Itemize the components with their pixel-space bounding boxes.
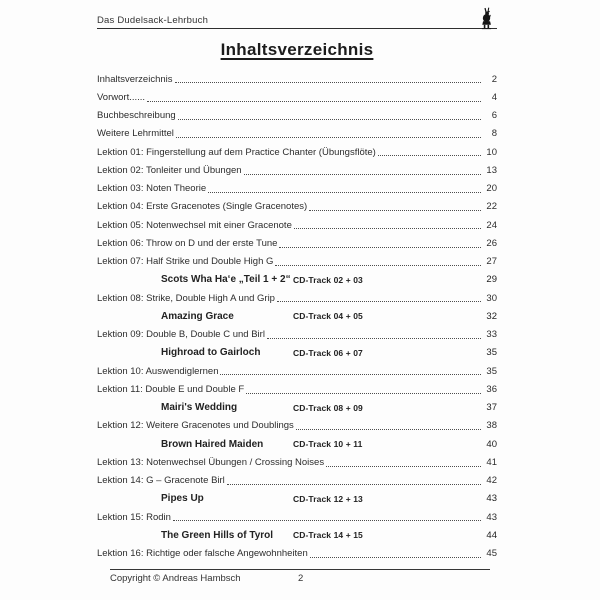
dot-leader xyxy=(208,192,481,193)
toc-list xyxy=(97,70,497,563)
toc-entry-page-number: 42 xyxy=(486,475,497,487)
toc-entry-label: Highroad to Gairloch xyxy=(161,347,261,359)
toc-row xyxy=(97,380,497,398)
dot-leader xyxy=(275,265,481,266)
toc-entry-label: Lektion 04: Erste Gracenotes (Single Gracenotes) xyxy=(97,201,308,213)
toc-row xyxy=(97,326,497,344)
toc-entry-page-number: 38 xyxy=(486,420,497,432)
toc-row xyxy=(97,70,497,88)
toc-row xyxy=(97,399,497,417)
toc-entry-page-number: 30 xyxy=(486,292,497,304)
cd-track-label: CD-Track 08 + 09 xyxy=(293,402,363,413)
toc-row xyxy=(97,88,497,106)
cd-track-label: CD-Track 14 + 15 xyxy=(293,530,363,541)
dot-leader xyxy=(277,301,481,302)
toc-entry-page-number: 8 xyxy=(491,128,497,140)
toc-entry-page-number: 29 xyxy=(486,274,497,286)
toc-row xyxy=(97,453,497,471)
toc-entry-label: Lektion 12: Weitere Gracenotes und Doublings xyxy=(97,420,294,432)
toc-row xyxy=(97,253,497,271)
toc-entry-label: Brown Haired Maiden xyxy=(161,438,264,450)
dot-leader xyxy=(175,82,481,83)
toc-entry-label: Lektion 13: Notenwechsel Übungen / Crossing Noises xyxy=(97,456,325,468)
toc-entry-label: Scots Wha Ha‘e „Teil 1 + 2“ xyxy=(161,274,291,286)
copyright-text: Copyright © Andreas Hambsch xyxy=(110,573,241,584)
toc-entry-label: Lektion 07: Half Strike und Double High G xyxy=(97,256,274,268)
toc-entry-label: Lektion 08: Strike, Double High A und Grip xyxy=(97,292,275,304)
toc-entry-page-number: 22 xyxy=(486,201,497,213)
toc-entry-label: Weitere Lehrmittel xyxy=(97,128,174,140)
toc-row xyxy=(97,143,497,161)
toc-entry-page-number: 37 xyxy=(486,402,497,414)
toc-entry-page-number: 32 xyxy=(486,310,497,322)
toc-entry-page-number: 43 xyxy=(486,493,497,505)
dot-leader xyxy=(220,374,481,375)
cd-track-label: CD-Track 06 + 07 xyxy=(293,347,363,358)
dot-leader xyxy=(244,174,481,175)
toc-row xyxy=(97,344,497,362)
toc-row xyxy=(97,125,497,143)
toc-row xyxy=(97,526,497,544)
toc-row xyxy=(97,161,497,179)
cd-track-label: CD-Track 02 + 03 xyxy=(293,274,363,285)
toc-entry-page-number: 35 xyxy=(486,365,497,377)
cd-track-label: CD-Track 12 + 13 xyxy=(293,493,363,504)
cd-track-label: CD-Track 04 + 05 xyxy=(293,311,363,322)
toc-entry-label: Lektion 02: Tonleiter und Übungen xyxy=(97,164,242,176)
page-header xyxy=(97,4,497,29)
dot-leader xyxy=(246,393,481,394)
toc-entry-label: Lektion 14: G – Gracenote Birl xyxy=(97,475,225,487)
toc-entry-page-number: 43 xyxy=(486,511,497,523)
toc-row xyxy=(97,180,497,198)
page-title: Inhaltsverzeichnis xyxy=(220,40,374,59)
cd-track-label: CD-Track 10 + 11 xyxy=(293,439,363,450)
toc-entry-label: Lektion 01: Fingerstellung auf dem Practice Chanter (Übungsflöte) xyxy=(97,146,376,158)
toc-entry-page-number: 35 xyxy=(486,347,497,359)
dot-leader xyxy=(178,119,481,120)
toc-entry-label: Buchbeschreibung xyxy=(97,110,176,122)
toc-row xyxy=(97,508,497,526)
toc-entry-label: Pipes Up xyxy=(161,493,204,505)
toc-row xyxy=(97,417,497,435)
book-title: Das Dudelsack-Lehrbuch xyxy=(97,15,209,26)
dot-leader xyxy=(176,137,481,138)
dot-leader xyxy=(227,484,481,485)
toc-entry-page-number: 4 xyxy=(491,91,497,103)
toc-entry-page-number: 13 xyxy=(486,164,497,176)
footer-page-number: 2 xyxy=(298,573,304,584)
dot-leader xyxy=(310,557,481,558)
toc-row xyxy=(97,490,497,508)
toc-row xyxy=(97,198,497,216)
toc-entry-label: Lektion 03: Noten Theorie xyxy=(97,183,207,195)
toc-entry-label: Lektion 06: Throw on D und der erste Tune xyxy=(97,237,278,249)
dot-leader xyxy=(279,247,481,248)
toc-entry-label: Lektion 11: Double E und Double F xyxy=(97,383,245,395)
toc-entry-page-number: 10 xyxy=(486,146,497,158)
toc-entry-page-number: 33 xyxy=(486,329,497,341)
toc-entry-page-number: 6 xyxy=(491,110,497,122)
toc-entry-page-number: 2 xyxy=(491,73,497,85)
toc-row xyxy=(97,234,497,252)
toc-entry-page-number: 41 xyxy=(486,456,497,468)
toc-entry-label: The Green Hills of Tyrol xyxy=(161,529,274,541)
toc-entry-page-number: 27 xyxy=(486,256,497,268)
toc-entry-page-number: 40 xyxy=(486,438,497,450)
toc-row xyxy=(97,435,497,453)
toc-row xyxy=(97,216,497,234)
bagpiper-icon xyxy=(478,7,495,30)
dot-leader xyxy=(147,101,481,102)
dot-leader xyxy=(173,520,481,521)
dot-leader xyxy=(309,210,481,211)
toc-row xyxy=(97,107,497,125)
toc-entry-page-number: 20 xyxy=(486,183,497,195)
toc-row xyxy=(97,472,497,490)
toc-entry-label: Vorwort...... xyxy=(97,91,146,103)
toc-entry-label: Lektion 15: Rodin xyxy=(97,511,171,523)
toc-entry-label: Lektion 09: Double B, Double C und Birl xyxy=(97,329,265,341)
toc-entry-page-number: 26 xyxy=(486,237,497,249)
toc-entry-page-number: 36 xyxy=(486,383,497,395)
toc-entry-page-number: 24 xyxy=(486,219,497,231)
toc-entry-page-number: 44 xyxy=(486,529,497,541)
toc-row xyxy=(97,545,497,563)
toc-entry-label: Lektion 16: Richtige oder falsche Angewohnheiten xyxy=(97,548,308,560)
toc-entry-label: Inhaltsverzeichnis xyxy=(97,73,173,85)
dot-leader xyxy=(294,228,481,229)
dot-leader xyxy=(296,429,481,430)
toc-row xyxy=(97,289,497,307)
toc-entry-label: Lektion 05: Notenwechsel mit einer Gracenote xyxy=(97,219,292,231)
dot-leader xyxy=(378,155,481,156)
dot-leader xyxy=(267,338,481,339)
toc-entry-label: Lektion 10: Auswendiglernen xyxy=(97,365,219,377)
dot-leader xyxy=(326,466,481,467)
toc-entry-label: Amazing Grace xyxy=(161,310,234,322)
toc-row xyxy=(97,307,497,325)
toc-entry-label: Mairi's Wedding xyxy=(161,402,238,414)
toc-row xyxy=(97,271,497,289)
toc-entry-page-number: 45 xyxy=(486,548,497,560)
toc-row xyxy=(97,362,497,380)
page-footer xyxy=(110,569,490,584)
